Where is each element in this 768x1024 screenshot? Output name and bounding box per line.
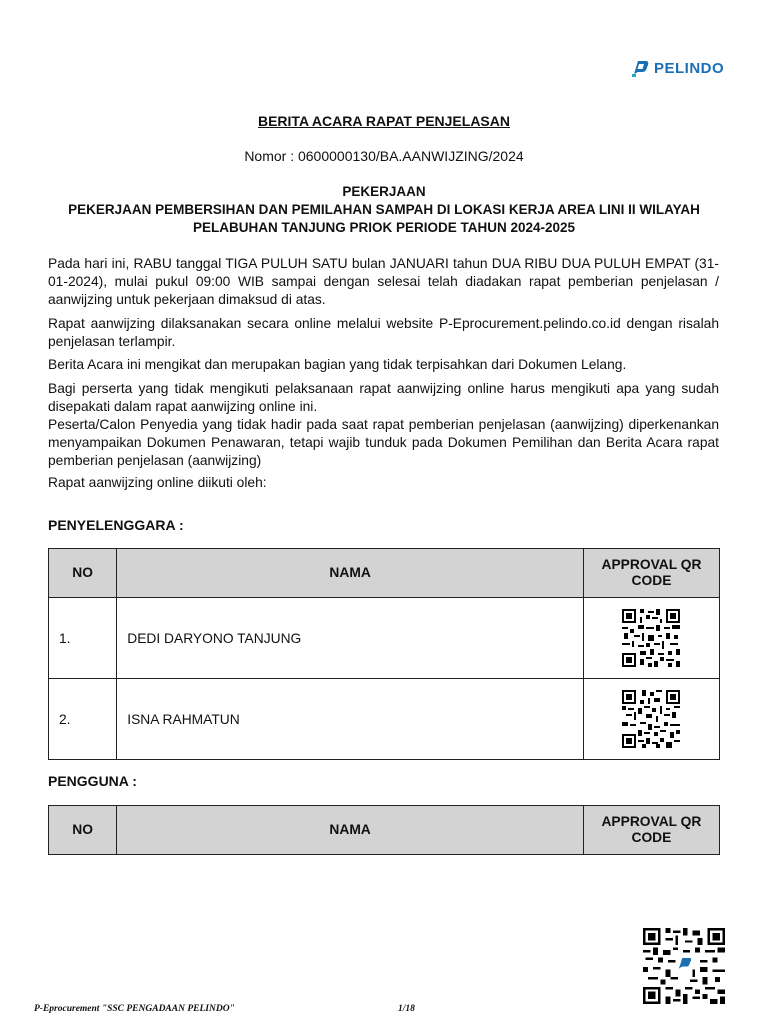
column-header-no: NO bbox=[49, 549, 117, 598]
column-header-nama: NAMA bbox=[117, 806, 584, 855]
paragraph-non-attendees: Bagi perserta yang tidak mengikuti pelaksanaan rapat aanwijzing online harus mengikuti apa yang sudah disepakati dalam rapat aanwijzing online ini. bbox=[48, 381, 719, 414]
approval-qr-cell bbox=[583, 598, 719, 679]
paragraph-attendees-intro: Rapat aanwijzing online diikuti oleh: bbox=[48, 475, 267, 490]
column-header-approval: APPROVAL QR CODE bbox=[583, 549, 719, 598]
work-title: PEKERJAAN PEMBERSIHAN DAN PEMILAHAN SAMPAH DI LOKASI KERJA AREA LINI II WILAYAH PELABUHAN TANJUNG PRIOK PERIODE TAHUN 2024-2025 bbox=[68, 202, 700, 235]
pengguna-table bbox=[48, 805, 720, 855]
table-header-row bbox=[49, 549, 720, 598]
pengguna-label: PENGGUNA : bbox=[48, 773, 137, 789]
pelindo-logo bbox=[630, 58, 724, 78]
page-number: 1/18 bbox=[398, 1004, 415, 1014]
table-header-row bbox=[49, 806, 720, 855]
column-header-approval: APPROVAL QR CODE bbox=[583, 806, 719, 855]
pelindo-logo-text: PELINDO bbox=[654, 59, 725, 77]
row-name: DEDI DARYONO TANJUNG bbox=[117, 598, 584, 679]
pelindo-logo-icon bbox=[630, 58, 650, 78]
column-header-no: NO bbox=[49, 806, 117, 855]
document-qr-code bbox=[643, 928, 725, 1004]
paragraph-absent-participants: Peserta/Calon Penyedia yang tidak hadir pada saat rapat pemberian penjelasan (aanwijzing) diperkenankan menyampaikan Dokumen Penawaran, tetapi wajib tunduk pada Dokumen Pemilihan dan Berita Acara rapat pemberian penjelasan (aanwijzing) bbox=[48, 417, 719, 468]
paragraph-online-meeting: Rapat aanwijzing dilaksanakan secara online melalui website P-Eprocurement.pelindo.co.id dengan risalah penjelasan terlampir. bbox=[48, 316, 719, 349]
table-row bbox=[49, 679, 720, 760]
paragraph-opening: Pada hari ini, RABU tanggal TIGA PULUH SATU bulan JANUARI tahun DUA RIBU DUA PULUH EMPAT (31-01-2024), mulai pukul 09:00 WIB sampai dengan selesai telah diadakan rapat pemberian penjelasan / aanwijzing untuk pekerjaan dimaksud di atas. bbox=[48, 256, 719, 307]
column-header-nama: NAMA bbox=[117, 549, 584, 598]
approval-qr-cell bbox=[583, 679, 719, 760]
penyelenggara-table bbox=[48, 548, 720, 760]
row-number: 1. bbox=[49, 598, 117, 679]
work-block bbox=[48, 183, 720, 237]
work-heading: PEKERJAAN bbox=[342, 184, 426, 199]
row-name: ISNA RAHMATUN bbox=[117, 679, 584, 760]
penyelenggara-label: PENYELENGGARA : bbox=[48, 517, 184, 533]
row-number: 2. bbox=[49, 679, 117, 760]
approval-qr-code bbox=[622, 630, 680, 645]
document-title: BERITA ACARA RAPAT PENJELASAN bbox=[257, 113, 510, 129]
approval-qr-code bbox=[622, 711, 680, 726]
table-row bbox=[49, 598, 720, 679]
footer-source: P-Eprocurement "SSC PENGADAAN PELINDO" bbox=[34, 1004, 235, 1014]
paragraph-binding: Berita Acara ini mengikat dan merupakan bagian yang tidak terpisahkan dari Dokumen Lelang. bbox=[48, 357, 627, 372]
document-number: Nomor : 0600000130/BA.AANWIJZING/2024 bbox=[244, 148, 524, 164]
